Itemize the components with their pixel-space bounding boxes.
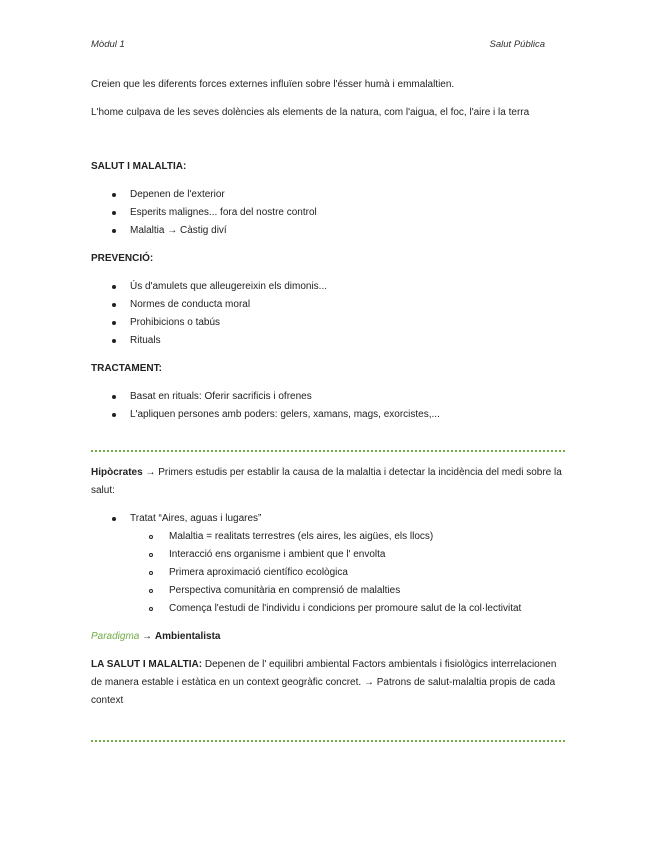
list-tractament <box>91 388 569 424</box>
intro-paragraph-1: Creien que les diferents forces externes influïen sobre l'ésser humà i emmalaltien. <box>91 79 455 90</box>
document-body <box>91 76 569 754</box>
heading-salut-malaltia: SALUT I MALALTIA: <box>91 161 187 172</box>
arrow-icon: → <box>142 631 153 642</box>
list-item: Esperits malignes... fora del nostre control <box>91 204 569 222</box>
list-item: Primera aproximació científico ecològica <box>91 564 569 582</box>
list-item: Rituals <box>91 332 569 350</box>
salut-final-text: Depenen de l' equilibri ambiental Factors ambientals i fisiològics interrelacionen de manera estable i estàtica en un context geogràfic concret. → Patrons de salut-malaltia propis de cada context <box>91 659 557 706</box>
heading-tractament: TRACTAMENT: <box>91 363 162 374</box>
section-divider <box>91 740 565 742</box>
list-item: Interacció ens organisme i ambient que l' envolta <box>91 546 569 564</box>
list-item: Perspectiva comunitària en comprensió de malalties <box>91 582 569 600</box>
list-item: Comença l'estudi de l'individu i condicions per promoure salut de la col·lectivitat <box>91 600 569 618</box>
paradigma-line <box>91 628 569 646</box>
hipocrates-text: Primers estudis per establir la causa de la malaltia i detectar la incidència del medi sobre la salut: <box>91 467 562 496</box>
list-item: Prohibicions o tabús <box>91 314 569 332</box>
header-subject: Salut Pública <box>489 39 545 50</box>
list-item: Basat en rituals: Oferir sacrificis i ofrenes <box>91 388 569 406</box>
treatise-title: Tratat “Aires, aguas i lugares” <box>130 513 262 524</box>
hipocrates-name: Hipòcrates <box>91 467 143 478</box>
list-prevencio <box>91 278 569 350</box>
hipocrates-paragraph <box>91 464 569 500</box>
list-hipocrates <box>91 510 569 528</box>
header-module: Mòdul 1 <box>91 39 125 50</box>
list-item: Normes de conducta moral <box>91 296 569 314</box>
list-item: L'apliquen persones amb poders: gelers, xamans, mags, exorcistes,... <box>91 406 569 424</box>
list-salut-malaltia <box>91 186 569 240</box>
salut-final-label: LA SALUT I MALALTIA: <box>91 659 203 670</box>
salut-final-paragraph <box>91 656 569 710</box>
list-item-treatise <box>91 510 569 528</box>
list-item: Malaltia → Càstig diví <box>91 222 569 240</box>
section-divider <box>91 450 565 452</box>
list-item: Depenen de l'exterior <box>91 186 569 204</box>
paradigma-label: Paradigma <box>91 631 140 642</box>
paradigma-value: Ambientalista <box>154 631 221 642</box>
arrow-icon: → <box>145 467 156 478</box>
list-item: Malaltia = realitats terrestres (els aires, les aigües, els llocs) <box>91 528 569 546</box>
list-hipocrates-subitems <box>91 528 569 618</box>
list-item: Ús d'amulets que alleugereixin els dimonis... <box>91 278 569 296</box>
intro-paragraph-2: L'home culpava de les seves dolències als elements de la natura, com l'aigua, el foc, l'aire i la terra <box>91 107 530 118</box>
heading-prevencio: PREVENCIÓ: <box>91 253 154 264</box>
